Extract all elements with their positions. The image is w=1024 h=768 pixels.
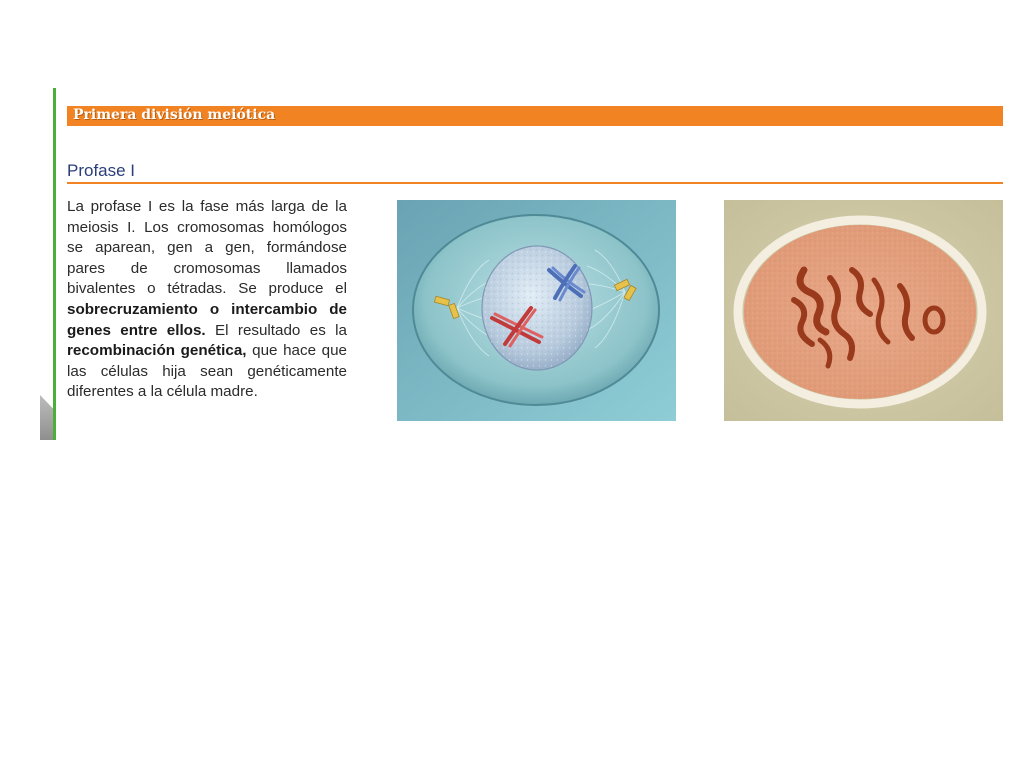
- margin-green-rule: [53, 88, 56, 440]
- body-bold-crossover: sobrecruzamiento o intercambio de genes entre ellos.: [67, 300, 347, 339]
- body-text-part: La profase I es la fase más larga de la meiosis I. Los cromosomas homólogos se aparean, gen a gen, formándose pares de cromosomas llamados bivalentes o tétradas. Se produce el: [67, 198, 347, 298]
- cell-illustration: [397, 200, 676, 421]
- cell-illustration-figure: [397, 200, 676, 421]
- body-paragraph: [67, 197, 347, 403]
- subsection-title: Profase I: [67, 161, 136, 180]
- page-edge-tab: [40, 395, 53, 440]
- micrograph: [724, 200, 1003, 421]
- section-title: Primera división meiótica: [73, 107, 276, 123]
- body-text-part: El resultado es la: [205, 321, 347, 339]
- subsection-rule: [67, 182, 1003, 184]
- body-bold-recombination: recombinación genética,: [67, 342, 247, 360]
- micrograph-figure: [724, 200, 1003, 421]
- section-band: [67, 106, 1003, 126]
- body-text-part: que hace que las células hija sean genéticamente diferentes a la célula madre.: [67, 342, 347, 401]
